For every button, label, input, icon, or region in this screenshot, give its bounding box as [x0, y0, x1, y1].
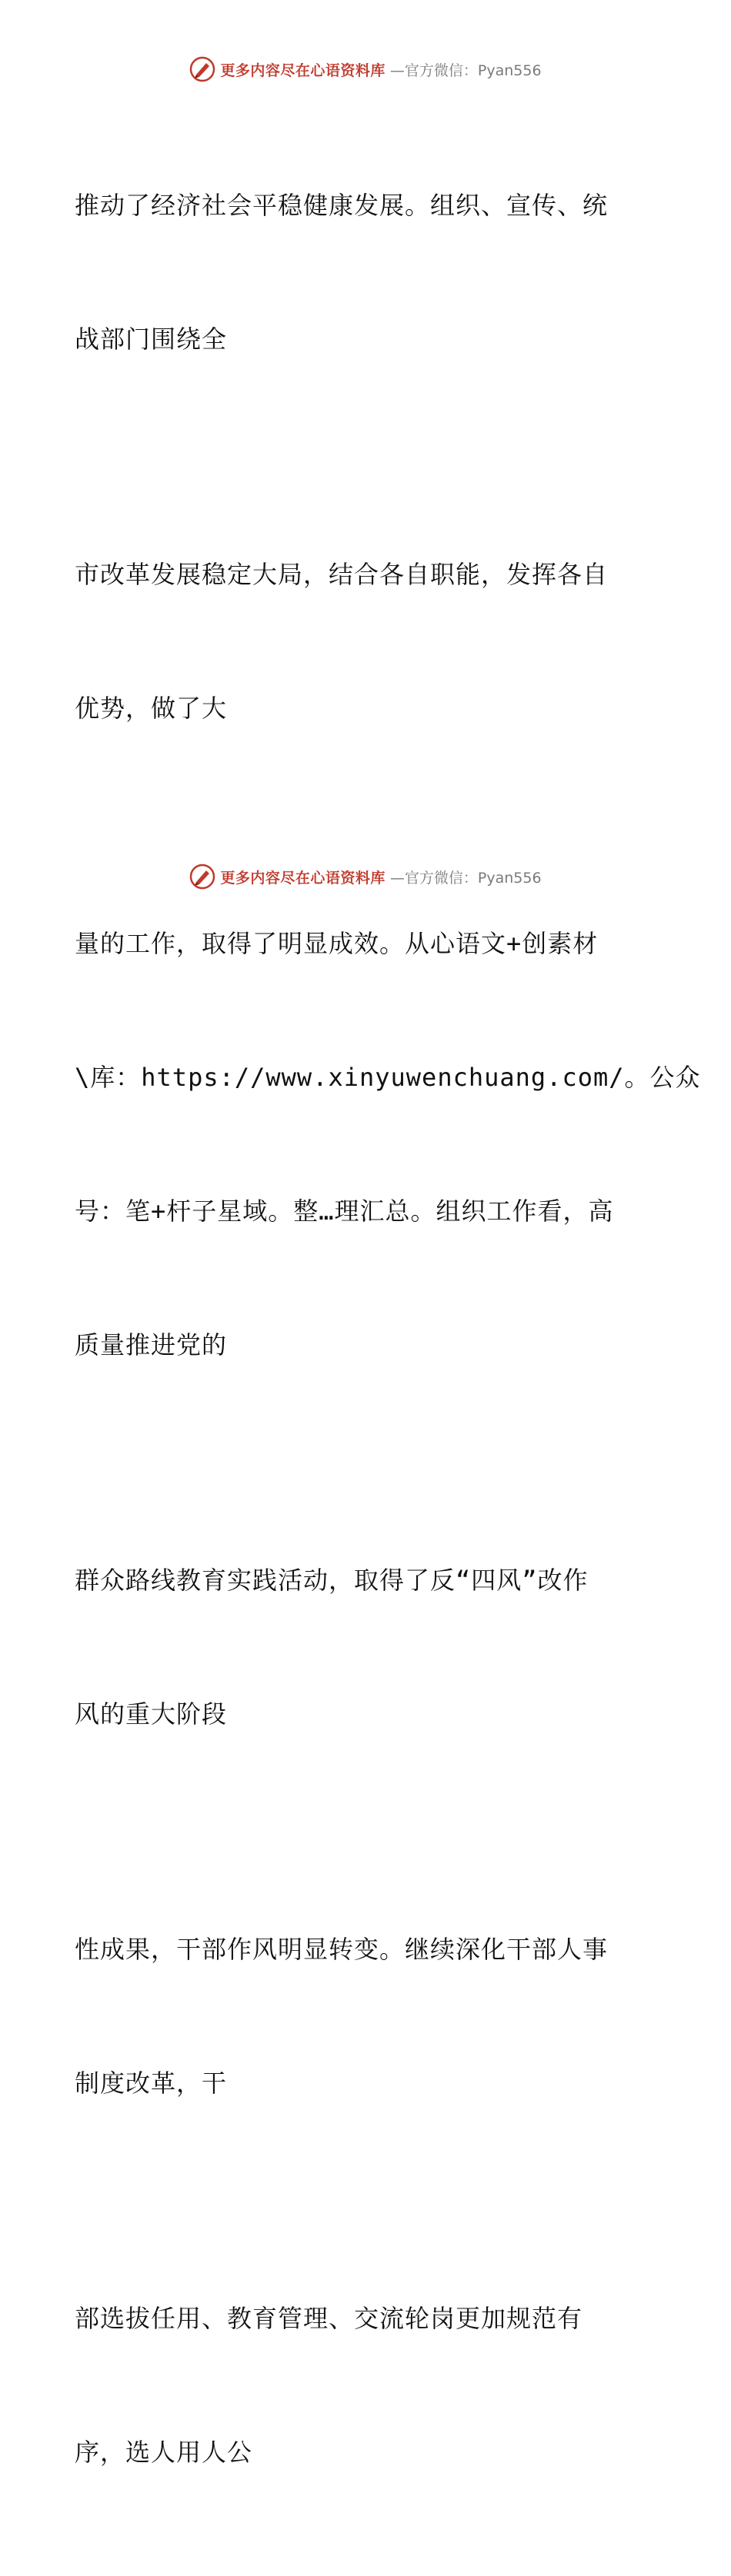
text-line: 质量推进党的: [75, 1330, 228, 1360]
paragraph: [75, 2207, 659, 2564]
text-line: 序，选人用人公: [75, 2438, 253, 2467]
header-banner: [0, 54, 731, 85]
text-line: 市改革发展稳定大局，结合各自职能，发挥各自: [75, 560, 609, 589]
footer-banner-content: [189, 864, 541, 890]
paragraph: [75, 94, 659, 451]
text-line: 号：笔+杆子星域。整…理汇总。组织工作看，高: [75, 1196, 614, 1226]
header-banner-title: 更多内容尽在心语资料库: [220, 62, 386, 79]
text-line: \库：https://www.xinyuwenchuang.com/。公众: [75, 1063, 701, 1092]
header-banner-content: [189, 56, 541, 82]
text-line: 量的工作，取得了明显成效。从心语文+创素材: [75, 929, 599, 958]
text-line: 推动了经济社会平稳健康发展。组织、宣传、统: [75, 191, 609, 220]
footer-banner-title: 更多内容尽在心语资料库: [220, 869, 386, 887]
text-line: 群众路线教育实践活动，取得了反“四风”改作: [75, 1566, 589, 1595]
text-line: 战部门围绕全: [75, 324, 228, 354]
header-banner-wechat: —官方微信：Pyan556: [389, 62, 542, 79]
text-line: 部选拔任用、教育管理、交流轮岗更加规范有: [75, 2304, 583, 2333]
paragraph: [75, 1469, 659, 1825]
text-line: 制度改革，干: [75, 2068, 228, 2098]
paragraph: [75, 1838, 659, 2195]
footer-banner-wechat: —官方微信：Pyan556: [389, 869, 542, 887]
text-line: 优势，做了大: [75, 694, 228, 723]
pen-logo-icon: [189, 56, 215, 82]
paragraph: [75, 463, 659, 820]
text-line: 性成果，干部作风明显转变。继续深化干部人事: [75, 1935, 609, 1964]
pen-logo-icon: [189, 864, 215, 890]
document-body: [75, 94, 701, 2576]
text-line: 风的重大阶段: [75, 1699, 228, 1729]
footer-banner: [0, 861, 731, 892]
paragraph: [75, 832, 701, 1456]
